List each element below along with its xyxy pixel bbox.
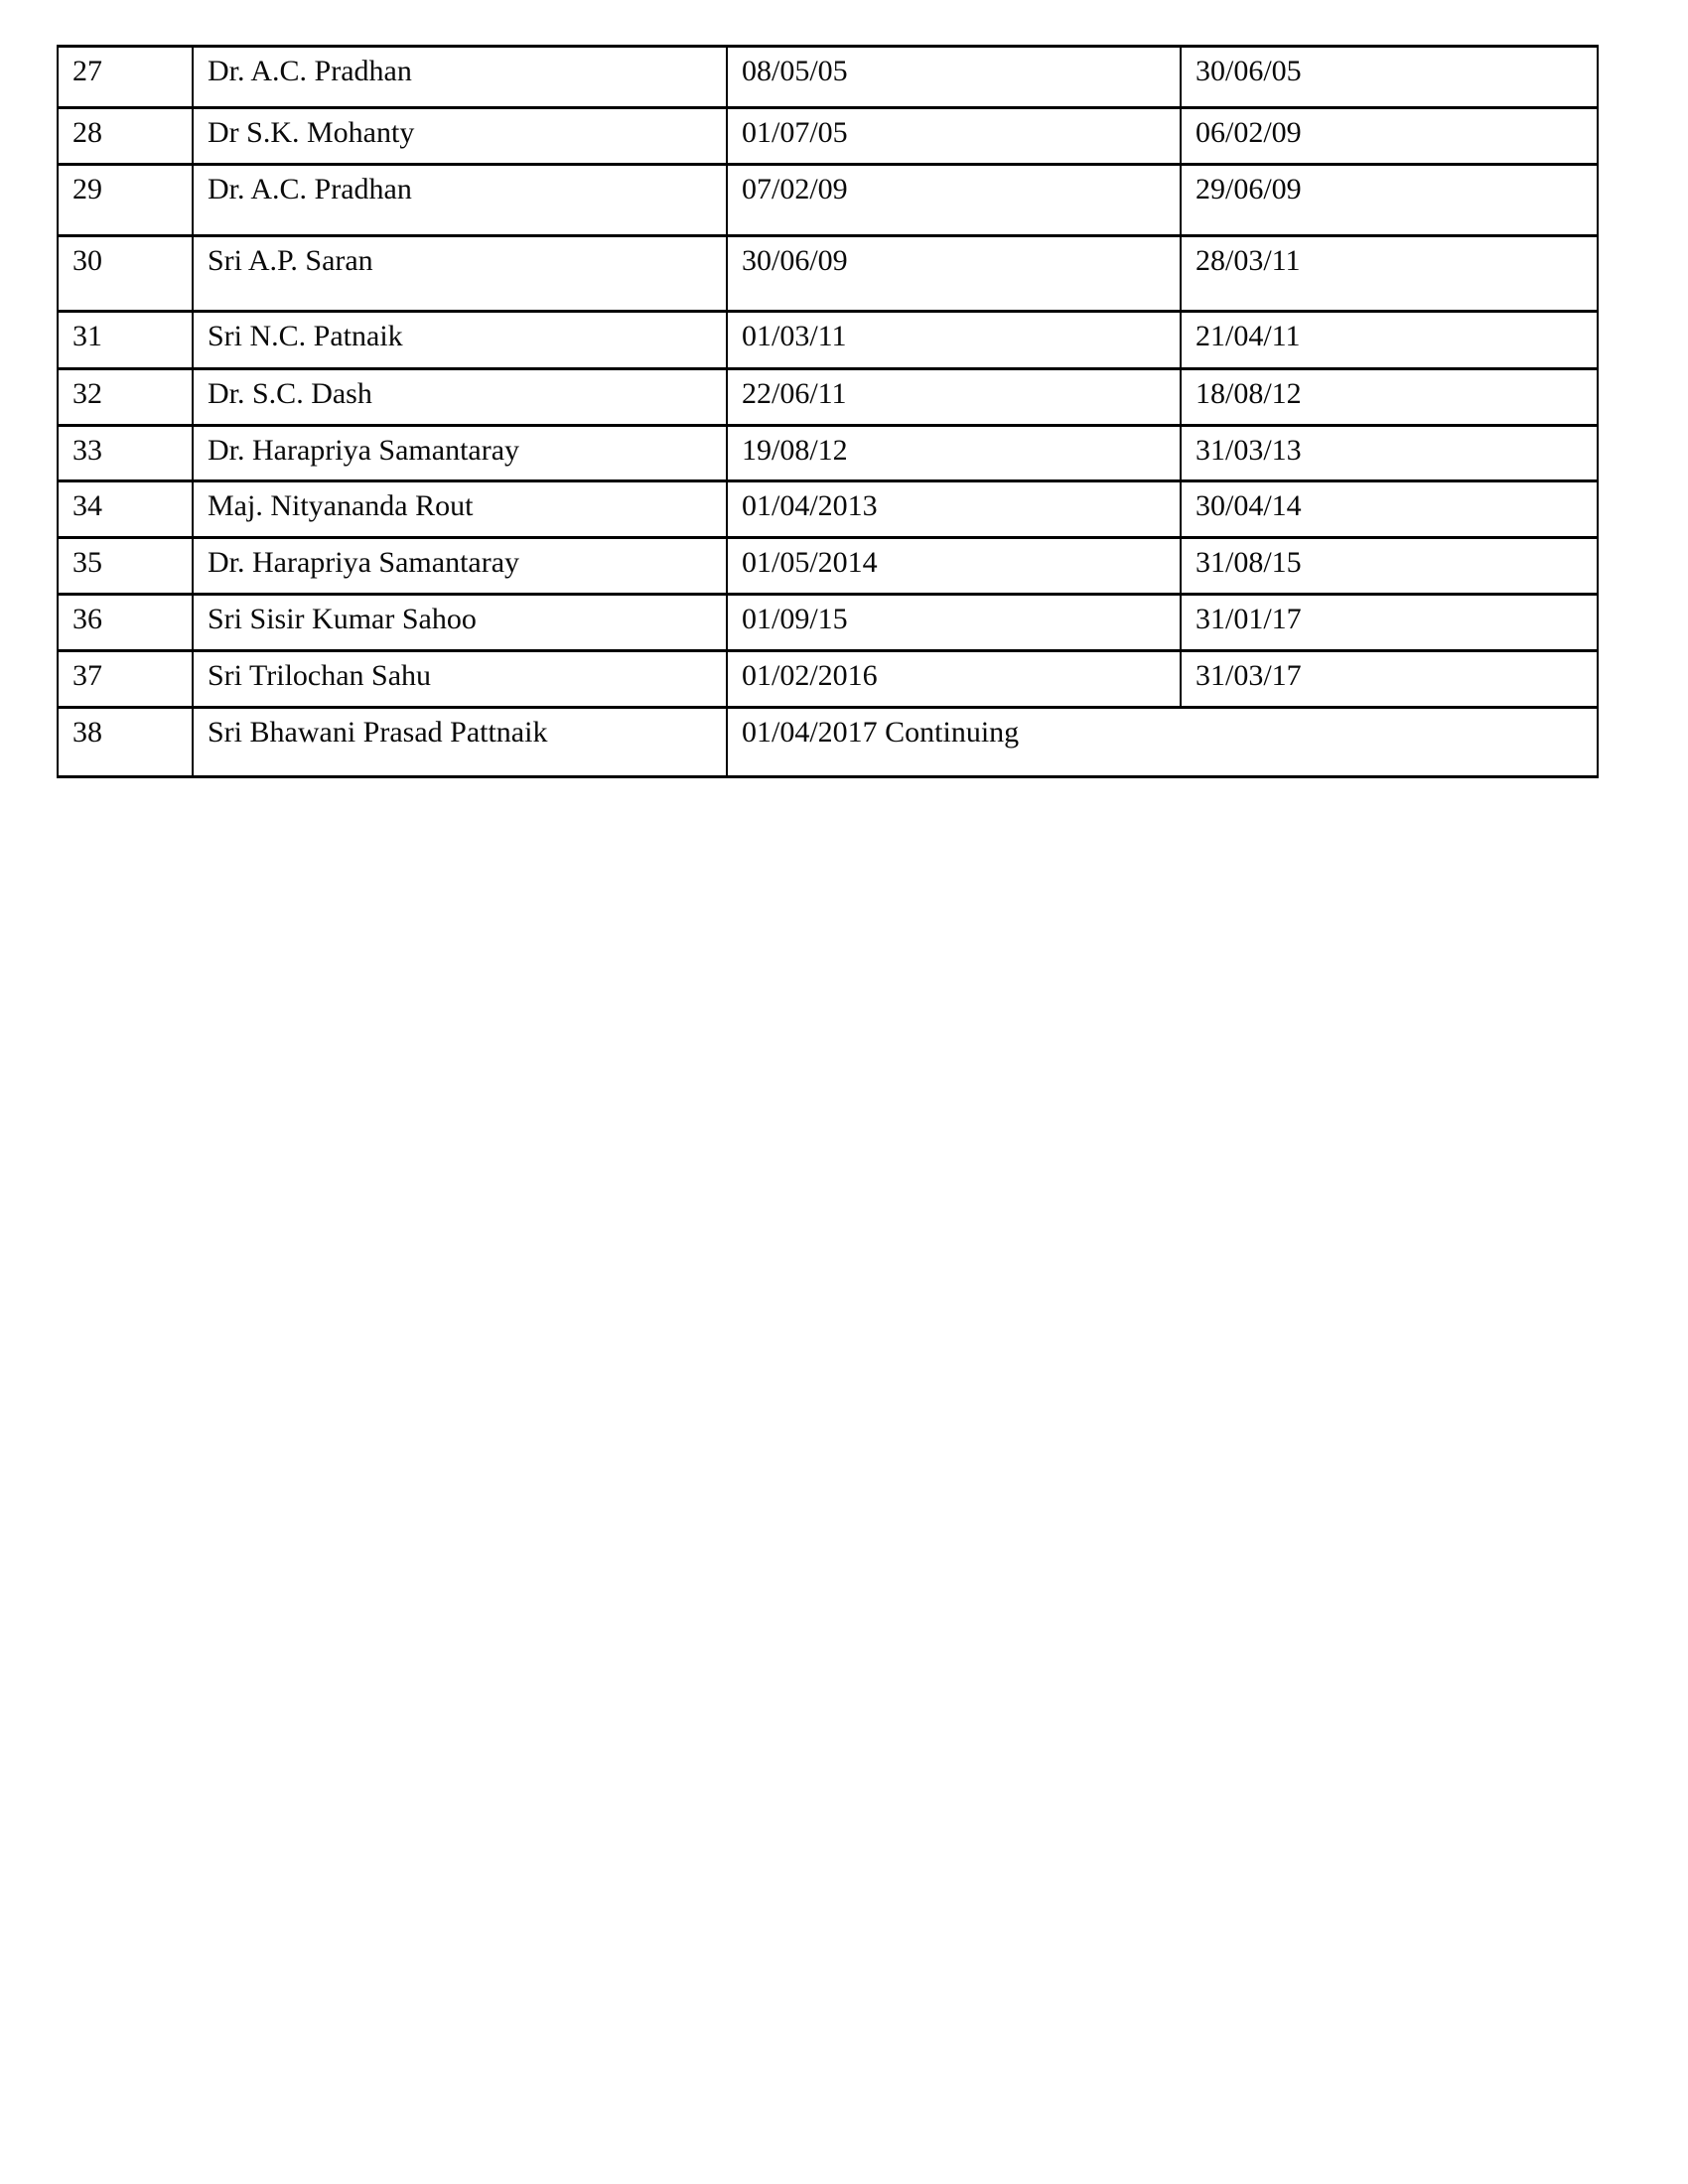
from-date-cell: 01/09/15 bbox=[727, 595, 1181, 651]
table-row bbox=[58, 708, 1598, 777]
to-date-cell: 31/01/17 bbox=[1181, 595, 1598, 651]
name-cell: Sri Bhawani Prasad Pattnaik bbox=[193, 708, 727, 777]
name-cell: Maj. Nityananda Rout bbox=[193, 481, 727, 538]
name-cell: Dr. S.C. Dash bbox=[193, 369, 727, 426]
to-date-cell: 28/03/11 bbox=[1181, 236, 1598, 312]
from-date-cell: 22/06/11 bbox=[727, 369, 1181, 426]
to-date-cell: 30/06/05 bbox=[1181, 47, 1598, 108]
from-date-cell: 19/08/12 bbox=[727, 426, 1181, 481]
to-date-cell: 29/06/09 bbox=[1181, 165, 1598, 236]
table-row bbox=[58, 369, 1598, 426]
serial-cell: 29 bbox=[58, 165, 193, 236]
serial-cell: 28 bbox=[58, 108, 193, 165]
table-row bbox=[58, 312, 1598, 369]
name-cell: Dr. A.C. Pradhan bbox=[193, 47, 727, 108]
from-date-cell: 01/05/2014 bbox=[727, 538, 1181, 595]
to-date-cell: 31/08/15 bbox=[1181, 538, 1598, 595]
serial-cell: 32 bbox=[58, 369, 193, 426]
serial-cell: 33 bbox=[58, 426, 193, 481]
from-date-cell: 01/03/11 bbox=[727, 312, 1181, 369]
from-date-cell: 01/02/2016 bbox=[727, 651, 1181, 708]
serial-cell: 35 bbox=[58, 538, 193, 595]
serial-cell: 27 bbox=[58, 47, 193, 108]
name-cell: Sri N.C. Patnaik bbox=[193, 312, 727, 369]
table-row bbox=[58, 426, 1598, 481]
to-date-cell: 30/04/14 bbox=[1181, 481, 1598, 538]
from-date-cell: 30/06/09 bbox=[727, 236, 1181, 312]
table-row bbox=[58, 538, 1598, 595]
serial-cell: 31 bbox=[58, 312, 193, 369]
name-cell: Sri Trilochan Sahu bbox=[193, 651, 727, 708]
tenure-merged-cell: 01/04/2017 Continuing bbox=[727, 708, 1598, 777]
name-cell: Dr S.K. Mohanty bbox=[193, 108, 727, 165]
from-date-cell: 01/07/05 bbox=[727, 108, 1181, 165]
name-cell: Dr. Harapriya Samantaray bbox=[193, 426, 727, 481]
serial-cell: 36 bbox=[58, 595, 193, 651]
from-date-cell: 07/02/09 bbox=[727, 165, 1181, 236]
name-cell: Dr. A.C. Pradhan bbox=[193, 165, 727, 236]
to-date-cell: 18/08/12 bbox=[1181, 369, 1598, 426]
table-row bbox=[58, 165, 1598, 236]
from-date-cell: 08/05/05 bbox=[727, 47, 1181, 108]
to-date-cell: 31/03/17 bbox=[1181, 651, 1598, 708]
table-row bbox=[58, 108, 1598, 165]
name-cell: Dr. Harapriya Samantaray bbox=[193, 538, 727, 595]
serial-cell: 34 bbox=[58, 481, 193, 538]
serial-cell: 38 bbox=[58, 708, 193, 777]
table-row bbox=[58, 595, 1598, 651]
name-cell: Sri Sisir Kumar Sahoo bbox=[193, 595, 727, 651]
to-date-cell: 06/02/09 bbox=[1181, 108, 1598, 165]
table-row bbox=[58, 651, 1598, 708]
to-date-cell: 31/03/13 bbox=[1181, 426, 1598, 481]
table-row bbox=[58, 481, 1598, 538]
to-date-cell: 21/04/11 bbox=[1181, 312, 1598, 369]
tenure-table bbox=[57, 45, 1599, 778]
serial-cell: 37 bbox=[58, 651, 193, 708]
from-date-cell: 01/04/2013 bbox=[727, 481, 1181, 538]
name-cell: Sri A.P. Saran bbox=[193, 236, 727, 312]
table-row bbox=[58, 47, 1598, 108]
table-row bbox=[58, 236, 1598, 312]
serial-cell: 30 bbox=[58, 236, 193, 312]
